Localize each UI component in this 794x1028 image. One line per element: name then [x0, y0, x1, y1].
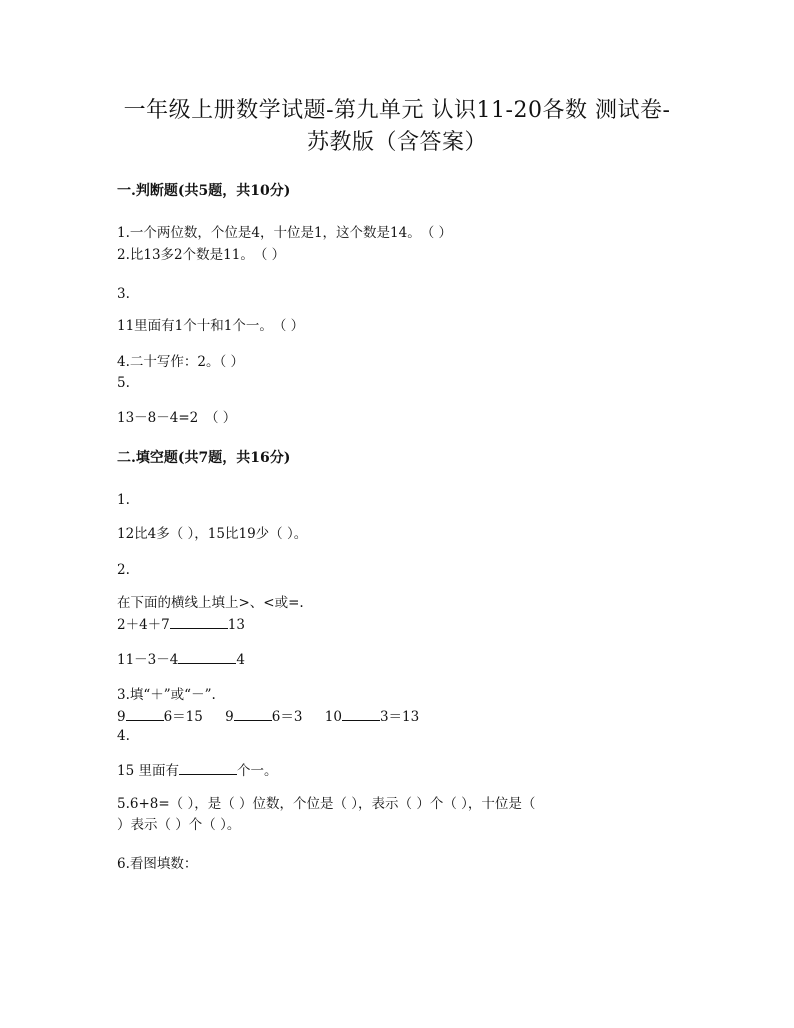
fill-question-4-text — [117, 761, 277, 780]
judge-question-1: 1.一个两位数，个位是4，十位是1，这个数是14。 （ ） — [117, 225, 453, 241]
fill-question-5-line-2: ）表示（ ）个（ ）。 — [117, 817, 241, 833]
section-1-heading: 一.判断题(共5题，共10分) — [117, 183, 291, 199]
expression-b-right: 6＝3 — [271, 709, 303, 725]
fill-question-2-number: 2. — [117, 562, 130, 578]
judge-question-3-text: 11里面有1个十和1个一。 （ ） — [117, 318, 305, 334]
judge-question-3-number: 3. — [117, 286, 130, 302]
expression-left: 11－3－4 — [117, 652, 179, 668]
fill-question-2-row-1 — [117, 615, 245, 634]
expression-right: 4 — [236, 652, 245, 668]
fill-question-3-text: 3.填“＋”或“－”. — [117, 687, 216, 703]
expression-right: 13 — [227, 617, 245, 633]
answer-blank[interactable] — [170, 615, 228, 629]
expression-b-left: 9 — [225, 709, 234, 725]
fill-question-4-number: 4. — [117, 728, 130, 744]
document-title-line-2: 苏教版（含答案） — [306, 130, 487, 155]
question-text-left: 15 里面有 — [117, 763, 179, 779]
fill-question-1-text: 12比4多（ ），15比19少（ ）。 — [117, 526, 308, 542]
fill-question-6-text: 6.看图填数： — [117, 856, 198, 872]
question-text-right: 个一。 — [236, 763, 278, 779]
expression-a-right: 6＝15 — [163, 709, 203, 725]
fill-question-2-text: 在下面的横线上填上>、<或=. — [117, 595, 304, 611]
judge-question-5-text: 13－8－4=2 （ ） — [117, 410, 237, 426]
judge-question-4: 4.二十写作：2。（ ） — [117, 354, 245, 370]
judge-question-5-number: 5. — [117, 375, 130, 391]
fill-question-2-row-2 — [117, 650, 245, 669]
fill-question-1-number: 1. — [117, 492, 130, 508]
expression-left: 2＋4＋7 — [117, 617, 170, 633]
answer-blank[interactable] — [179, 761, 237, 775]
answer-blank[interactable] — [234, 707, 272, 721]
answer-blank[interactable] — [178, 650, 236, 664]
answer-blank[interactable] — [126, 707, 164, 721]
expression-c-left: 10 — [324, 709, 342, 725]
answer-blank[interactable] — [342, 707, 380, 721]
fill-question-5-line-1: 5.6+8=（ ），是（ ）位数，个位是（ ），表示（ ）个（ ），十位是（ — [117, 796, 536, 812]
judge-question-2: 2.比13多2个数是11。 （ ） — [117, 247, 286, 263]
document-title-line-1: 一年级上册数学试题-第九单元 认识11-20各数 测试卷- — [123, 98, 671, 123]
expression-c-right: 3＝13 — [379, 709, 420, 725]
fill-question-3-row — [117, 707, 419, 726]
section-2-heading: 二.填空题(共7题，共16分) — [117, 450, 291, 466]
expression-a-left: 9 — [117, 709, 126, 725]
